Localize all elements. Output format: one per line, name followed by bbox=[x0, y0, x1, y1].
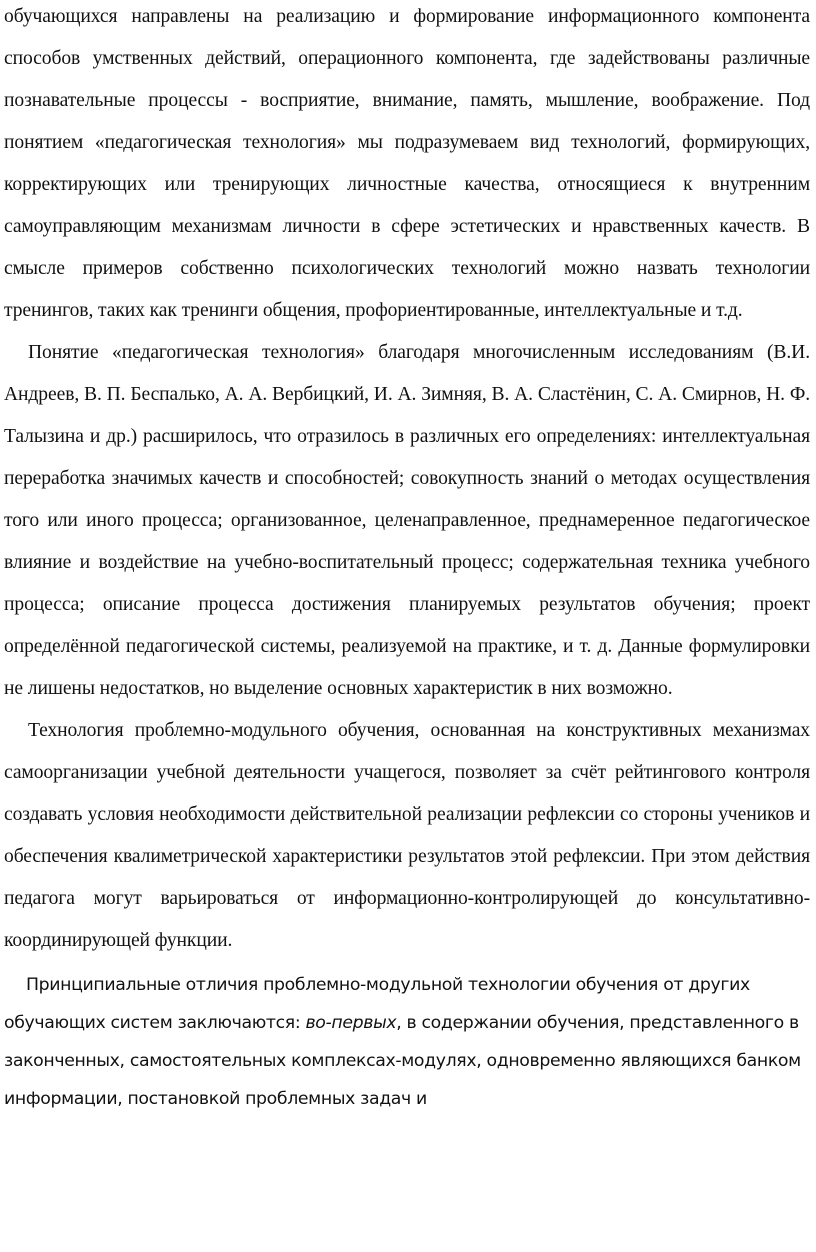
paragraph-2: Понятие «педагогическая технология» благодаря многочисленным исследованиям (В.И. Андреев, В. П. Беспалько, А. А. Вербицкий, И. А. Зимняя, В. А. Сластёнин, С. А. Смирнов, Н. Ф. Талызина и др.) расширилось, что отразилось в различных его определениях: интеллектуальная переработка значимых качеств и способностей; совокупность знаний о методах осуществления того или иного процесса; организованное, целенаправленное, преднамеренное педагогическое влияние и воздействие на учебно-воспитательный процесс; содержательная техника учебного процесса; описание процесса достижения планируемых результатов обучения; проект определённой педагогической системы, реализуемой на практике, и т. д. Данные формулировки не лишены недостатков, но выделение основных характеристик в них возможно. bbox=[4, 342, 810, 699]
paragraph-4 bbox=[4, 966, 810, 1118]
paragraph-4-text-start: Принципиальные отличия проблемно-модульной технологии обучения от других обучающих систем заключаются: bbox=[4, 975, 750, 1033]
paragraph-3: Технология проблемно-модульного обучения, основанная на конструктивных механизмах самоорганизации учебной деятельности учащегося, позволяет за счёт рейтингового контроля создавать условия необходимости действительной реализации рефлексии со стороны учеников и обеспечения квалиметрической характеристики результатов этой рефлексии. При этом действия педагога могут варьироваться от информационно-контролирующей до консультативно-координирующей функции. bbox=[4, 720, 810, 951]
paragraph-4-italic: во-первых bbox=[305, 1013, 397, 1033]
document-page bbox=[4, 0, 810, 1118]
paragraph-1: обучающихся направлены на реализацию и формирование информационного компонента способов умственных действий, операционного компонента, где задействованы различные познавательные процессы - восприятие, внимание, память, мышление, воображение. Под понятием «педагогическая технология» мы подразумеваем вид технологий, формирующих, корректирующих или тренирующих личностные качества, относящиеся к внутренним самоуправляющим механизмам личности в сфере эстетических и нравственных качеств. В смысле примеров собственно психологических технологий можно назвать технологии тренингов, таких как тренинги общения, профориентированные, интеллектуальные и т.д. bbox=[4, 6, 810, 321]
paragraph-4-text-end: , в содержании обучения, представленного в законченных, самостоятельных комплексах-модулях, одновременно являющихся банком информации, постановкой проблемных задач и bbox=[4, 1013, 801, 1109]
